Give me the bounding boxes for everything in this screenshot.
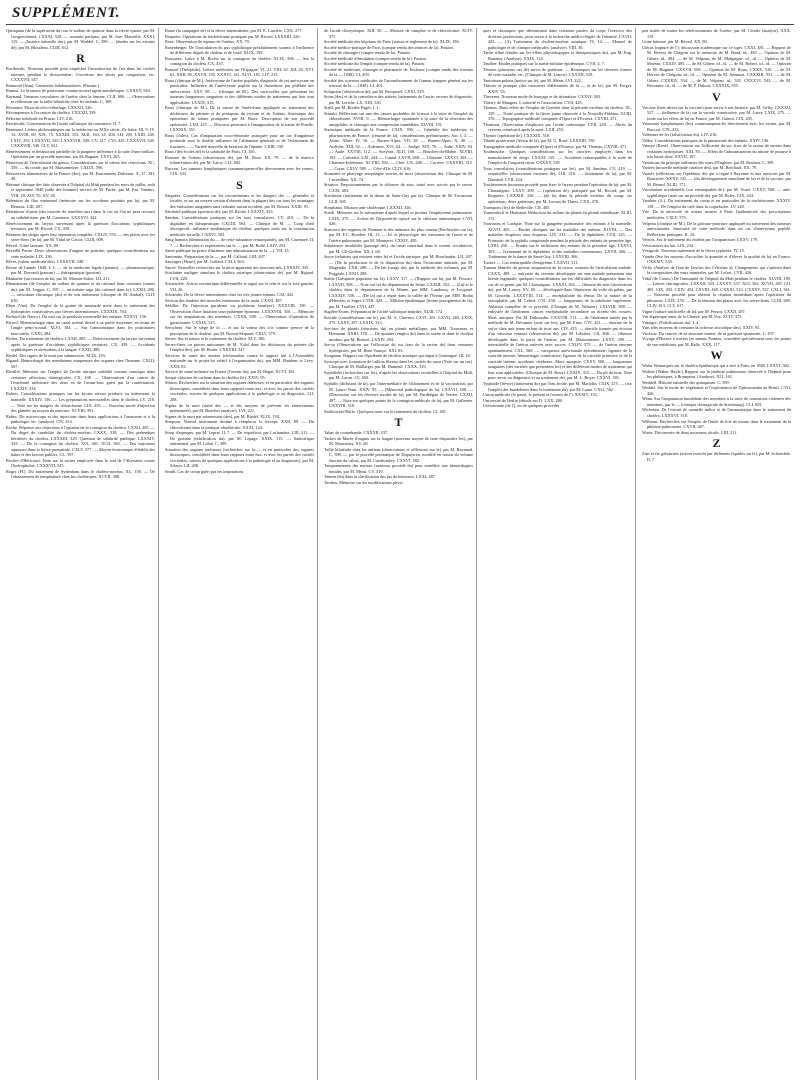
index-entry: Société médicale d'émulation (compte-rendu de la). Passim. [324, 55, 427, 61]
index-entry: Théorie et pratique (des caractères différentiels de la — et de la), par M. Forget. XXIV, 93. [483, 83, 632, 94]
index-entry: Zinc et fer galvanisés (action exercée par différents liquides sur le), par M. Schrenfele. II, 7. [642, 451, 791, 462]
index-entry: Stanski. Réflexions sur une des causes probables de la mort à la suite de l'emploi du chloroforme. XVIII, 0. — Hémorrhagie spontanée à la suite de la résection des amygdales, et chirurgie une compression immédiate. XLVIII, 191. [324, 110, 473, 127]
index-entry: Stomatite et pharynge œsophagite suivies de mort (observation de). Clinique de M. Cruveilhier. XX, 74. [324, 171, 473, 182]
index-entry: Vauthier (A.). Du traitement du croup et en particulier de la trachéotomie. XXXIV, 138. — De l'emploi du café dans la coqueluche. LV, 220. [642, 198, 791, 209]
index-column-4 [483, 28, 636, 1080]
index-entry: Vée. De la nécessité de mieux assurer à Paris l'authenticité des prescriptions médicales. CXLV, 575. [642, 209, 791, 220]
index-entry: Scarlatine maligne simulant le choléra asiatique (observation de), par M. Rigaud. LVII, 228. [165, 270, 314, 281]
index-entry: Situation des organes intérieurs (recherches sur la — et en particulier des organes thoraciques, considérés dans leurs rapports entre eux, et avec les parois des cavités viscérales, suivies de quelques applications à la pathologie et au diagnostic), par M. Sibson. LII, 208. [165, 446, 314, 469]
page-header-title: SUPPLÉMENT. [12, 5, 120, 21]
index-entry: Richet. Du traitement du choléra. LXXII, 285. — Rétrécissement du larynx survenant après la guérison d'accidents syphilitiques tertiaires. CX, 439. — Accidents syphilitiques et ulcérations à la langue. CXXII, 489. [6, 336, 155, 353]
index-entry: Sédillot. De l'injection purulente ou pyohémie (analyse). XXXVIII, 150. — Observation d'une luxation sous-pubienne épineuse. LXXXVIII, 350. — Mémoire sur les amputations des membres. CXXII, 500. — Observation d'opération de gastrotomie. CXXIX, 515. [165, 303, 314, 325]
index-entry: Sur-face de plomb (réactions du) en plomb métallique, par MM. Trousseau et Hermann. XXIII, 178. — De quinine (emploi du) dans la suette et dans le choléra morbus, par M. Buissot. LXXIV, 294. [324, 325, 473, 342]
index-entry: Solupsion (observation de), par M. Becquerel. CXXI, 519. [324, 88, 425, 94]
index-entry: Transports (les) de Belleville. CII, 405. [483, 204, 551, 210]
index-column-5 [642, 28, 794, 1080]
index-entry: Roux (clinique de M.). De la suture de l'anévrisme appliquée au traitement des déchirures du périnée et de prolapsus du rectum et de l'utérus. Statistique des opérations de suture pratiquées par M. Roux. Description de son procédé opératoire. LXII, 247. — Discours prononcé à l'inauguration de la statue de Pinelle. LXXXIX, 351. [165, 105, 314, 133]
index-entry: Sirédi. Mémoire sur le mécanisme d'après lequel se produit l'emphysème pulmonaire. LXIX, 275. — Action de l'hypostérile opiacé sur le chlorure antimonique. CVII, 426. [324, 210, 473, 227]
index-entry: Société des sciences médicales de l'arrondissement de Gannat (rapport général sur les travaux de la — 1848). CI, 401. [324, 77, 473, 89]
index-entry: Roche. Réponse aux objections à l'opinion de la contagion du choléra. CXXII, 485. — Du degré de curabilité du choléra-morbus. LXXX, 318. — Des prétendues héritières du choléra. LXXXIII, 329. Question de salubrité publique. LXXXIV, 333. — De la contagion du choléra. XCI, 361. XCII, 365. — Des injections aqueuses dans la fièvre puerpérale. CXLV, 577. — Moyen économique d'établir des bains et des lavoirs publics. CL, 597. [6, 424, 155, 458]
index-entry: Tétanos (plusieurs cas de) suivis de guérison. — Remarques sur les diverses formes de cette maladie, etc. (Clinique de M. Lenoir). CXXXII, 529. [483, 66, 632, 78]
index-entry: Roger (H.). Du traitement de Sydenham dans le choléra-morbus. XL, 158. — De l'abaissement de température chez les cholériques. XCVII, 388. [6, 468, 155, 480]
index-entry: Typhoïde (fièvre) (traitement du) par l'eau froide, par M. Marjolin. CXIX, 475. — (sur l'emploi des bandelettes dans le traitement du), par M. Larue. CXLI, 562. [483, 381, 632, 392]
index-column-3 [324, 28, 477, 1080]
index-entry: Vaisseaux lymphatiques (les) communiquent-ils directement avec les veines, par M. Rucceri. CIX, 433. [642, 121, 791, 132]
index-entry: Sang humain (diminution du — de cette substance remarquable), par M. Cazenave. II, 7. — Recherches et expériences sur le —, par M. Rollé. LXIV, 253. [165, 237, 314, 248]
index-entry: Tabac de contrebande. CXXXII, 537. [324, 430, 389, 436]
index-entry: Rigaud. Hémorrhagie des membranes muqueuses des organes chez l'homme. CXLII, 567. [6, 358, 155, 369]
index-entry: Vin digestique amer de la Charité, par M. Foy. XCIV, 375. [642, 314, 743, 320]
index-entry: Société médicale du Temple (compte-rendu de la). Passim. [324, 61, 425, 67]
index-entry: Réunion des doigts après leur séparation complète. CXLIV, 576. — des plaies avec les serre-fines (de la), par M. Vidal de Cassis. CLIII, 609. [6, 231, 155, 243]
index-entry: Trummdorff et Hermann. Réduction du sulfate de plomb en plomb métallique. XLIII, 172. [483, 210, 632, 221]
index-entry: Revue de l'année 1848. I, 1. — de la médecine légale (passim). — pharmaceutique, par M. Dorvault (passim) — thérapeutique (passim). [6, 264, 155, 276]
section-letter: R [76, 51, 85, 66]
index-entry: Swagman. Rapport sur l'épidémie de choléra asiatique qui règne à Groningue. III, 10. [324, 353, 471, 359]
index-entry: Tardieu. Mémoire sur les modifications physi- [324, 479, 404, 485]
index-entry: Vinaigre. (Falsifications du). I, 4. [642, 319, 700, 325]
index-entry: Serres-fines ou pinces unissantes de M. Vidal dans les déchirures du périnée (de l'emploi des), par M. Boulu. CXXVIII, 547. [165, 341, 314, 353]
index-entry: Serres. Sur la nature et le traitement du choléra. XLV, 180. [165, 336, 266, 342]
index-entry: Thomas. Bons effets de l'emploi de Gondret dans la période extrême du choléra. XL, 159. — Traité pratique de la fièvre jaune observée à la Nouvelle-Orléans. XCIII, 370. — Topographie médicale comparée d'Oport et d'Evreux. CXVIII, 471. [483, 105, 632, 122]
section-letter: W [710, 348, 723, 363]
index-entry: Trousseau et Lasègue. Note sur la gangrène pulmonaire des enfants à la mamelle. XCVII, 405. — Études cliniques sur les maladies des enfants. XLVIII, — Des maladies éruptives sans éruption. LIV, 213. — De la diphthérie. LVII, 225. — Pronostic de la syphilis congénitale pendant la période des enfants de première âge. LXIII, 250. — Études sur le rachitisme des enfants de la première âge. LXXVI, 303. — Traitement de la diphthérie et des maladies couenneuses. LXVII, 266. — Traitement de la danse de Saint-Guy. LXXVIII, 306. [483, 221, 632, 260]
index-entry: Société de médecine, chirurgie et pharmacie de Toulouse (compte rendu des travaux de la — 1848). CI, 403. [324, 66, 473, 78]
index-columns [6, 28, 794, 1080]
index-entry: Strophanti. Mixture anti-cholérique. LXXXII, 326. [324, 204, 412, 210]
index-entry: Renversement et destruction partielle de la paupière inférieure à la suite d'une brûlure. Opération par un procédé nouveau, par M. Baguier. LXVI, 263. [6, 148, 155, 160]
index-entry: Wenn. Sur l'amputation immédiate des membres à la suite de contusions violentes des membres, par le — (clinique chirurgicale de Strasbourg). CLI, 601. [642, 396, 791, 407]
index-entry: Sur-sa (Observations sur l'efficacité du sur frais de la racine de) dans certaines hydropisies, par M. René Vauoye. XXI, 83. [324, 342, 473, 353]
index-entry: Stratton. Empoisonnement par le chlorure de zinc, traité avec succès par le savon. CXXI, 483. [324, 182, 473, 193]
index-entry: Université de Berlin (détails sur l'). LXX, 280. [483, 397, 564, 403]
index-entry: Taches de Marée d'organs sur la langue (nouveau moyen de faire disparaître les), par M. Mauvinlay. XV, 60. [324, 435, 473, 447]
index-entry: Salubrité publique (question de), par M. Roche. LXXXIV, 333. [165, 209, 274, 215]
index-entry: Reveillé Parise. Deux observations d'angine de poitrine; quelques considérations sur cette maladie. LIX, 236. [6, 248, 155, 259]
index-entry: Tibiale postérieure (lésion de la), par M. G. Rozé. LXXXIII, 150. [483, 138, 596, 144]
index-entry: Société médico-pratique de Paris (compte rendu des séances de la). Passim. [324, 44, 454, 50]
index-entry: Schneider. De la fièvre intermittente chez les très jeunes enfants. CXI, 443. [165, 292, 295, 298]
index-entry: Section des tendons des muscles extenseurs de la main. CXXII, 487. [165, 297, 283, 303]
index-entry: Wurtz. Découverte de deux nouveaux alcalis. LIII, 211. [642, 429, 738, 435]
index-entry: ques et chimiques que déterminent dans certaines parties du corps l'exercice des diverses professions, pour servir à la recherche médico-légale de l'identité. CXVII, 435. — (A) Traitement du choléra-morbus asiatique. IV, 14. — Manuel de pathologie et de clinique médicales. (analyse). VIII, 30. [483, 28, 632, 50]
index-entry: Récompenses à l'occasion du choléra. CXXXII, 339. [6, 110, 97, 116]
index-entry: Vaccine (faits divers sur la vaccine) pour servir à son histoire, par M. Gelby. CXXXII, 527. — (influence de la) sur la variole consécutive, par M. Larey. LXIX, 275. — (note sur les effets de la) en France, par M. Garnot. CIX, 435. [642, 104, 791, 121]
index-entry: Sauvages (Henri), par M. Gaffard. CXLI, 563. [165, 259, 245, 265]
index-entry: Rome (la campagne de) et la fièvre intermittente, par M. E. Carrière. LXX, 277. [165, 28, 303, 33]
index-entry: Rêves (valeur médicale des). LXXXVII, 348. [6, 259, 85, 265]
header-rule [6, 24, 794, 25]
index-entry: Robin. Du microscope et des injections dans leurs applications à l'anatomie et à la pathologie. etc. (analyse). CIV, 414. [6, 413, 155, 425]
index-entry: Sucre (relations qui existent entre le) et l'acide tartrique, par M. Bouchardat. LII, 207. — (De la production et de la disparition du) dans l'économie animale, par M. Magendie. LXII, 288. — De lait (usage du), par la méthode des volumes, par M. Poggiale. LXXII, 288. [324, 254, 473, 276]
index-entry: Union médicale (le passé, le présent et l'avenir de l'). XXXIV, 133. [483, 392, 598, 398]
index-entry: Stahl, par M. Bordes Pagès. I, 1. [324, 105, 380, 111]
index-entry: Roquette. Opérations de trachéotomie pratiquée par M. Ricord. LXXXIII, 326. [165, 33, 301, 39]
index-entry: Rose. Observation de rupture de l'utérus. XX, 79. [165, 39, 250, 45]
index-entry: Smith. Cas de croup guéri par les inspirations [165, 468, 244, 474]
index-entry: Rétention du flux menstruel (mémoire sur les accidents produits par la), par M. Bernutz. LIII, 207. [6, 198, 155, 209]
index-entry: Rousure de l'utérus (observation de), par M. Rose. XX. 79. — de la matrice (observation de), par M. Laloy. CLI, 602. [165, 154, 314, 166]
index-entry: Vidal (de Cassis.) De l'immunité de l'hôpital du Midi pendant le choléra. XLVIII, 189. — Lettres chirurgicales. LXXXII, 325. LXXXV, 337. XCI, 362. XCVII, 385. CII, 405. CIX, 433. CXIV, 454. CXVIII, 469. CXXXI, 513. CXXXV, 537. CXLI, 561. — Nouveau procédé pour obtenir la réunion immédiate après l'opération du phimosis. LXIX, 276. — De la réunion des plaies avec les serres-fines. CLIII, 609. CLIV, 613. CLV, 617. [642, 275, 791, 309]
index-entry: Raynaud. Tumeurs vasculaires de l'urètre chez la femme. CLII, 606. — Observations et réflexions sur la taille bilatérale chez les enfants. C, 399. [6, 93, 155, 105]
index-entry: Ramon. Le bromure de potassium comme nouvel agent anesthésique. CXXXV, 540. [6, 88, 151, 94]
index-entry: Seeschein. Sur le siège de la — et sur la valeur des cris comme preuve de la perception de la douleur, par M. Brown-Séquard. CXLV, 579. [165, 325, 314, 336]
index-entry: Virchow. Du cancer; de sa structure intime; de sa guérison spontanée. L, 197. [642, 330, 775, 336]
index-entry: Variées (nouvelle méthode curative des), par M. Bréchard. XX, 79. [642, 165, 758, 171]
index-entry: Vésicatoires du lait. LIX, 234. [642, 242, 695, 248]
index-entry: Thymie (opération de), CXXXIX, 518. [483, 132, 551, 138]
index-entry: Williams. Recherches sur l'emploi de l'huile de foie de morue dans le traitement de la phthisie pulmonaire. CXVII, 467. [642, 418, 791, 430]
index-entry: Rétentions d'urine (des moyens de remédier aux) dans le cas où l'on ne peut recourir au cathétérisme, par M. Cazenave. LXXXVI, 342. [6, 209, 155, 220]
index-entry: Résumé clinique des faits observés à l'hôpital du Midi pendant les mois de juillet, août et septembre 1848 (salle des femmes) service de M. Puche, par M. Em. Vanderr. VIII, 29. XIV, 55. XV, 58. [6, 181, 155, 198]
index-entry: Sauvé. Nouvelles recherches sur la mort apparente des nouveau-nés. LXXXIV, 335. [165, 264, 310, 270]
index-entry: Vanoye (René). Observations sur l'efficacité du suc frais de la racine de sureau dans certaines hydropisies. XXI, 83. — Effets de l'administration du nitrate de potasse à très haute dose. XXVII, 107. [642, 143, 791, 160]
index-entry: Raciborski. Nouveau procédé pour empêcher l'introduction de l'air dans les cavités internes pendant la thoracentèse; l'ouverture des abcès par congestion, etc. CXXXVII, 547. [6, 66, 155, 83]
index-entry: Signes de la mort (traité des — et des moyens de prévenir les enterrements prématurés), par M. Bouchut (analyse). LVI, 221. [165, 402, 314, 414]
index-entry: Rivallié. Mémoire sur l'emploi de l'acide nitrique solidifié comme caustique dans certaines affections chirurgicales. CX, 438. — Observations d'un cancer de l'extrémité inférieure des deux os de l'avant-bras guéri par la cautérisation. LXXXIV, 334. [6, 369, 155, 391]
section-letter: Z [712, 436, 721, 451]
index-entry: Rosenberger. De l'inoculation du pus syphilitique préalablement soumis à l'influence de différents degrés de chaleur et de froid. XLIX, 195. [165, 44, 314, 56]
index-entry: Signes de la mort par submersion (des), par M. Riedel. XLIX, 193. [165, 413, 281, 419]
index-entry: Roux (Jules). Cas d'amputation coxo-fémorale pratiquée pour un cas d'anguleuse profonde sous le double influence de l'aliénation générale et de l'éclatement de fractures... — Variété nouvelle de luxation de l'épaule. CXIII, 150. [165, 132, 314, 149]
index-entry: Roux (clinique de M.). Anévrysme de l'artère poplitée; diagnostic de cet anévrysme en particulier. Influence de l'anévrysme poplité sur la thrombose par phlébite des anévrysmes. XXV, 98. — (clinique de M.). Des varicocèles que présentent les tumeurs fongueuses sanguines et des différents modes de traitement qui leur sont applicables. LXXIX, 315. [165, 77, 314, 105]
index-entry: Tentorium poluus (notice sur le), par M. Mérat, LVI, 222. [483, 77, 582, 83]
index-entry: Viande (Sur les moyens d'accroître la quantité et d'élever la qualité de la) en France. CXXXIV, 535. [642, 253, 791, 265]
index-entry: Thevenot. Nouveau mode de bouyage et de trituration. CXXVI, 503. [483, 94, 602, 100]
index-entry: Topographie médicale comparée d'Oport et d'Evreux, par M. Thomas. CXVIII, 471. [483, 143, 628, 149]
index-entry: Société médicale des hôpitaux de Paris (statuts et règlement de la). XLIX, 196. [324, 39, 460, 45]
index-entry: Rhubarbe (succession de la), par M. Marsan-Solon. LII, 211. [6, 275, 111, 281]
index-entry: Sirop d'asperges, par M. Leprat. II, 7. — De roquelicot, par Lachambre. LIII, 211. — De gomme (falsification du), par M. Lepage. XXIX, 115. — Sudorifique antimonial, par M. Labat. C, 399. [165, 430, 314, 447]
index-entry: Reichwald. Concentration de l'acide sulfurique du commerce. II, 7. [6, 121, 122, 127]
index-entry: Wahu. Remarques sur le choléra épidémique qui a sévi à Paris, en 1849. LXXVI, 302. [642, 363, 790, 369]
index-entry: Urine laiteuse, par M. Réveil. XX, 80. [642, 39, 708, 45]
index-entry: Strichnine (traitement de la danse de Saint-Guy par la). Clinique de M. Trousseau. CLII, 605. [324, 193, 473, 204]
index-entry: Simpson. Nouvel instrument destiné à remplacer le forceps. XXII, 89. — Du chloroforme dans la pratique obstétricale. XXXI, 124. [165, 419, 314, 430]
index-entry: Velpeau (clinique de M.). De la galvano-puncture appliquée au traitement des tumeurs anévrismales. Innocuité de cette méthode dans un cas d'anévrysme poplité. Réflexions pratiques. II, 34. [642, 220, 791, 237]
index-entry: Roussel (Théophile). Lettres médicales sur l'Espagne. VI, 21. VIII, 32. XII, 45. XVI, 61. XXII, 85. XXVII, 105. XXXVI, 141. XLVI, 181. LIV, 215. [165, 66, 314, 78]
index-entry: Variations du principe sulfureux des eaux d'Enghien, par M. Roulant. C, 399. [642, 159, 775, 165]
index-entry: Weddel. Sur le mode de végétation et l'exploitation de l'ipécacuanha au Brésil. CVII, 426. [642, 385, 791, 396]
index-entry: Synocpe avec formation de caillots fibreux dans les cavités du cœur (Note sur un cas). Clinique de M. Baillarger, par M. Dumenil. CXXX, 319. [324, 358, 473, 370]
index-entry: Toux convulsives (considérations pratiques sur les), par M. Sandras. CV, 419. — essentielles (observation curieuse de), LIII, 210. — (traitement de la), par M. Duménil. LVII, 224. [483, 165, 632, 182]
index-entry: Résection de l'articulation du genou. Considérations sur la valeur des résections. XC, 359. — du coude, par M. Maisonneuve. CXLIX, 596. [6, 159, 155, 171]
index-entry: Taille bilatérale chez les enfants (observations et réflexions sur la), par M. Raynaud. C, 399. — par le procédé prostatique de Dupuytren, modifié en raison du volume énorme du calcul, par M. Cazalvaubry. CXXVI, 502. [324, 446, 473, 463]
index-entry: Trachéotomie (nouveau procédé pour fixer le larynx pendant l'opération de la), par M. Chassaignac. LXXV, 299. — (opération de), pratiquée par M. Ricord; par M. Roquette. LXXXIII, 326. — (de la) dans la période extrême du croup, six opérations, deux guérisons, par M. Leroux de Thiers. CXX, 478. [483, 182, 632, 204]
index-entry: Sesqui-chlorure de carbone dans le choléra (le). XXIV, 95. [165, 374, 266, 380]
index-entry: Ricord. Blennorrhagie dans un canal urétral divisé à sa partie moyenne, en avant de l'angle péno-scrotal. XLVI, 184. — Sur l'ammoniaque dans les poitrinaires mercuriels. CXXI, 484. [6, 319, 155, 336]
section-letter: V [712, 89, 721, 104]
index-entry: Récamier. Elixir alcolico-fébrifuge. LXXXII, 326. [6, 104, 93, 110]
index-entry: Vallez. Considérations pratiques de la pneumonie des enfants. XXIV, 136. [642, 137, 770, 143]
index-entry: Valériane de fer (falsification du). LIV, 216. [642, 132, 718, 138]
index-entry: Rousseau. Lettre à M. Roche sur la contagion du choléra. XCIX, 396. — Sur la contagion du choléra. CX, 437. [165, 55, 314, 67]
index-entry: Variole (réflexions sur l'épidémie de) qui a régné à Bayonne et aux environs par M. Boursolet. XXXV, 145. — (du développement simultané de la) et de la vaccine, par M. Bérard. XLIII, 171. [642, 170, 791, 187]
index-entry: Vins (des moyens de constater la richesse alcoolique des). XXIV, 95. [642, 325, 761, 331]
index-entry: Réforme médicale en Prusse. LIV, 216. [6, 115, 74, 121]
index-entry: Schaeufele. Action excentrique différentielle et aiguë sur le rein et sur le foie gauche. VII, 26. [165, 281, 314, 292]
index-entry: Service de santé militaire en France (l'avenir du), par M. Bégin. XCVI, 381. [165, 369, 296, 375]
index-entry: Thierry de Maugras. L'autorité et l'association. CVII, 425. [483, 99, 583, 105]
index-entry: Utérus (rupture de l'); discussion académique sur ce sujet. CXXI, 481. — Rapport de M. Hervez de Chégoin sur le mémoire de M. Baud, id., 483 — Opinion de M. Gibert, id., 484. — de M. Velpeau, de M. Malgaigne. id., id. — Opinion de M. Moreau. CXXIV, 495. — de M. Gibert. id., id. — de M. Robert. id., id. — Opinion de M. Hugnier. CXXVII, 508. — Opinion de M. Roux, CXXX, 520. — de M. Hervez de Chégoin, id., id. — Opinion de M. Amussat. CXXXIII, 531. — de M. Gibert. CXXXIV, 534. — de M. Velpeau. id., 535. CXXXVI, 543. — de M. Récamier. id., id. — de M. P. Dubois. CXXXIX, 555. [642, 44, 791, 89]
index-entry: Suette (Laruption populaire sur la). LXXV, 317. — (Rapport sur la), par M. Foucart. LXXVII, 308. — Note sur la) du département de Seine. LXXIII, 352. — (La) et le choléra dans le département de la Marne, par MM. Landouzy et Lecginal. LXXXIV, 336. — (De la) qui a régné dans la vallée de l'Yonne, par MM. Bodin d'Hercher et Saget. CVIII, 429. — Miliaire épidémique (forme prurigineuse de la), par M. Tauffier. CVII, 427. [324, 276, 473, 309]
index-entry: Robert. Considérations pratiques sur les kystes séreux produits ou intéressant la mamelle. XXXIV, 136. — Les préparations mercurielles dans le choléra. LV, 218. — Note sur les dangers du chloroforme. LIX, 455. — Nouveau mode d'injection des glandes au moyen du mercure. XCVIII, 391. [6, 391, 155, 414]
index-entry: Tumeur blanche du genou; amputation de la cuisse, examen de l'articulation malade. CXXX, 489. — enkystée du cerveau développée sur une malade présentant une hernie inguinale; quelques considérations sur les difficultés du diagnostic dans les cas de ce genre, par M. Chassaignac. LXXXI, 164. — fibreuse du sein (observation de), par M. Larrey. XV, 60. — développée dans l'épaisseur du voile du palais, par M. Gosselin. LXXXVIII, 514. — encéphaloïde du fémur. De la nature de la sarcophalie, par M. Lebert. CVI, 430. — fongueuses de la mâchoire supérieure. Ablation complète de ce procédé. (Clinique de M. Nélaton). CXLVIII, 588. — enkystée de l'abdomen; cancer encéphaloïde secondaire au niveau des ovaires. Mort, autopsie. Par M. Dubourdin. CXXVIII, 511. — de l'abdomen traitée par la méthode de M. Récamier (note sur les), par M. Fano. CVI, 421. — énorme de la vulve chez une jeune enfant de trois ans. CIV, 415. — érectile formée par érosion d'un vaisseau veineux (observation de), par M. Lebrière. CII, 408. — fibreuse développée dans la paroi de l'utérus, par M. Maisonneuve. LXXV, 299. — interstitielle de l'utérus enlevée avec succès. CXLIV, 575. — de l'utérus énorme spontanément. CXL, 560. — variqueuse anévrismale épicrânienne; ligature de la carotide interne; hémorrhagie consécutive; ligature de la carotide primitive et de la carotide interne; accidents cérébraux. Mort, autopsie. CXXV, 500. — fongueuses sanguines (des variétés que présentent les) et des différents modes de traitement qui leur sont applicables. (Clinique de M. Roux). LXXIX, 315. — Du pli du bras. Note pour servir au diagnostic et au traitement de), par M. L. Boyer. CXXVI, 501. [483, 265, 632, 381]
index-entry: Tucker. — Cas remarquable d'empyème. LXXVII, 311. [483, 259, 579, 265]
index-entry: Ressources alimentaires de la France (des), par M. Fauconneau Dufresne. X, 37. XII, 49. [6, 170, 155, 182]
index-entry: Syphilis (diffusion de la), par l'intermédiaire de l'allaitement et de la vaccination, par M. Lauro-Viani. XXIV, 95. — (Mémorial pathologique de la). CXXVII, 508. — (Discussion sur les diverses modes de la), par M. Pardhégau de Verrier. CXXII, 487. — Note sur quelques points de la contagion médicale de la), par M. Gallemer. CXXVIII, 510. [324, 381, 473, 409]
index-entry: Roux (des écoles de) et la salubrité de Paris. CI, 401. [165, 149, 257, 155]
index-entry: Syphilides (recherches sur les), d'après les observations recueillies à l'hôpital du Midi, par M. Lacun. LV, 260. [324, 369, 473, 381]
index-entry: Raimond (Jean). Camaretes hebdomadaires. (Passim.) [6, 82, 99, 88]
section-letter: S [236, 177, 243, 192]
index-entry: Vésigrole. Nouveau traitement de la fièvre typhoïde. IV, 15. [642, 248, 746, 254]
index-entry: Weddell. Histoire naturelle des quinquinas. C, 399. [642, 379, 730, 385]
index-entry: de l'acide chlorydrique. XIII, 50. — Mixture de camphre et de chloroforme. XCIV, 375. [324, 28, 473, 39]
index-entry: Santonine. Préparation de la —, par M. Calloud. LIII, 207. [165, 253, 266, 259]
index-entry: Société de chirurgie (compte-rendu de la). Passim. [324, 50, 411, 56]
index-entry: Renouard. Lettres philosophiques sur la médecine au XIXe siècle, IIe lettre. III, 9. IV, 13. XVIII, 69. XIX, 75. XXXIII, 153. XLII, 163. LI, 204. LII, 205. LXIII, 249. LXIV, 253. LXXXVII, 345. LXXXVIII, 349. CV, 417. CVI, 425. CXXXVII, 545. CXXXVIII, 549. CLV, 621. [6, 126, 155, 149]
index-entry: Roches d'Héricourt. Note sur la racine employée dans le sud de l'Abyssinie contre l'hydrophobie. CXXXVII, 545. [6, 457, 155, 469]
section-letter: T [394, 415, 403, 430]
index-entry: Rhyn (Van). De l'emploi de la graine de moutarde noire dans le traitement des hydropisies consécutives aux fièvres intermittentes. CXXXIX, 554. [6, 303, 155, 314]
index-column-1 [6, 28, 159, 1080]
index-column-2 [165, 28, 318, 1080]
index-entry: Thomson. Observation d'asphyxie par l'acide carbonique. LVII, 228. — Abcès du cerveau consécutif après la mort. LXII, 253. [483, 121, 632, 133]
index-entry: Sandras. Considérations pratiques sur les toux convulsives. CV, 419. — De la digitaline en thérapeutique. CXLIII, 563. — Clinique de M. — Coup d'œil rétrospectif; influence épidémique du choléra; quelques mots sur la constitution médicale actuelle. CXXVI, 502. [165, 214, 314, 237]
index-entry: Suicide (considérations sur le), par M. A. Chereau. LXVI, 261. LXVII, 265. LXIX, 275. LXXV, 297. LXXIX, 313. [324, 314, 473, 326]
index-entry: Sibson. Recherches sur la situation des organes intérieurs, et en particulier des organes thoraciques, considérés dans leurs rapports entre eux, et avec les parois des cavités viscérales, suivies de quelques applications à la pathologie et au diagnostic. LII, 208. [165, 380, 314, 402]
index-entry: Rétrécissement du larynx survenant après la guérison d'accidents syphilitiques tertiaires, par M. Ricord. CX, 439. [6, 220, 155, 232]
index-entry: Verrois. Sur le traitement du choléra par l'acupuncture. LXXV, 179. [642, 237, 759, 243]
index-entry: Wiclemin. De l'extrait de cannelle indica et de l'ammoniaque dans le traitement du choléra. LXXXVI, 318. [642, 407, 791, 418]
index-entry: Walshe (Walter Hayle.) Rapport sur la phthisie pulmonaire observée à l'hôpital pour les phthisiques, à Brompton. (Analyse). XLI, 161. [642, 368, 791, 380]
index-entry: Rucceri. Les tumeurs lymphatiques communiquent-elles directement avec les veines. CIX, 433. [165, 165, 314, 177]
index-entry: Sugden-Evans. Préparation de l'acide sulfurique anhydre. XLIII, 172. [324, 309, 444, 315]
index-entry: Soins (des) et de la convulsion des artères; battements de l'aorte; erreurs de diagnostic, par M. Leriche. LX. XIII, 330. [324, 94, 473, 105]
index-entry: Richard (de Nancy). Du mot sur la paralysie essentielle des enfants. XXXVI, 156. [6, 314, 148, 320]
index-entry: Riedel. Des signes de la mort par submersion. XLIX, 193. [6, 352, 106, 358]
index-entry: Statistique médicale de la France. CXIX, 396. — Générale des médecins et pharmaciens de France. (résumé de la); considérations préliminaires; Ain. I, 3. — Aisne, Allier. IV, 16. — Basses-Alpes. VII, 28. — Hautes-Alpes. X, 40. — Ardèche. XIII, 52. — Ardennes. XVI, 64. — Ariège. XIX, 76. — Aube. XXIV, 94. — Aude. XXVIII, 112. — Aveyron. XLII, 168. — Bouches-du-Rhône. XLVIII, 192. — Calvados. LXI, 244. — Cantal. LXVII, 268. — Charente. LXXVI, 304. — Charente-Inférieure. XCVIII, 392. — Cher. CX, 440. — Corrèze. CXXVIII, 512. — Corse. CXLV, 580. — Côte-d'Or. CLIV, 616. [324, 127, 473, 171]
index-entry: Saignées. Considérations sur les inconvénients et les dangers des — générales et locales, et sur un moyen certain d'obtenir dans la plupart des cas tous les avantages des émissions sanguines sans redouter aucun accident, par M. Brisset. XXIII, 91. [165, 192, 314, 209]
index-entry: Vaccination accidentelle (cas remarquable de), par M. Yvaré. CXXV, 500. — anti-syphilitique (note sur un procédé de), par M. Boley. CIX, 434. [642, 187, 791, 198]
index-entry: Tartre stibié (études sur les effets physiologiques et thérapeutiques du), par M. Eug. Bonamy. (Analyse). XXIX, 114. [483, 50, 632, 61]
index-entry: Vigne (culture artificielle de la), par M. Persoz. LXXII, 287. [642, 308, 746, 314]
index-entry: Vichy (Analyse de l'eau de l'enclos des Célestins à). Changements qui s'opèrent dans la composition des eaux minérales, par M. Lefort. CVII, 426. [642, 264, 791, 276]
index-entry: Quinquina (de la supériorité du) sur le sulfate de quinine dans la fièvre quarte, par M. Gosgerichmed, CXXXI, 528. — romarin parfums, par M. Sue, Marseille, XXXI, 115. — (histoire naturelle des), par M. Weddel, C, 399. — (études sur les extraits de), par M. Bloudeau, CLIII, 612. [6, 28, 155, 50]
index-entry: Rhumatisme (de l'emploi du sulfate de quinine et du calomel dans certaines formes du), par M. Legger, C, 397. — articulaire aigu (du calomel dans le). LXXII, 290. — articulaire chronique (du) et de son traitement (clinique de M. Andral). CLII, 610. [6, 281, 155, 303]
index-entry: Tannin (du) dans la clarification des jus de betterave. LXXI, 287. [324, 474, 436, 480]
index-entry: Tauffier. Etudes pratiques sur la suette miliaire épidémique. CVII, 4, 7. [483, 61, 605, 67]
index-entry: Tamponnement des narines (nouveau procédé du) pour remédier aux hémorrhagies nasales, par M. Mérat. CV, 419. [324, 463, 473, 474]
index-entry: Urétrotomie (de l'), ou de quelques procédés [483, 403, 560, 409]
index-entry: Szalkowski-Rulfo. Quelques mots sur le traitement du choléra. CI, 401. [324, 408, 448, 414]
index-entry: peu usités de traiter les rétrécissements de l'urètre, par M. Civiale (analyse). XXX, 119. [642, 28, 791, 39]
index-entry: Structure des organes de l'homme et des animaux les plus connus (Recherches sur la), par M. F.C. Bourlier. III, 11. — Id. et physiologie des vaisseaux de l'aorte et de l'artère pulmonaire, par M. Monneret. CXXIV, 495. [324, 226, 473, 243]
index-entry: Voyage d'Horace à travers les marais Pontins, considéré spécialement sous les points de vue médicaux, par M. Bally. XXX, 117. [642, 336, 791, 347]
index-entry: Réveil. Urine laiteuse. XX, 80. [6, 242, 60, 248]
index-entry: Services de santé des armées (réclamation contre le rapport fait à l'Assemblée nationale sur le projet-loi relatif à l'organisation du), par MM. Baudens et Lévy. XXII, 83. [165, 352, 314, 369]
index-entry: Santé publique (urgence d'instituer une administration de la —). VII, 25. [165, 248, 290, 254]
index-entry: Toulmouche. Quelques considérations sur les ouvriers employés dans les manufactures de drogs. LXXXI, 321. — Accidents remarquables à la suite de l'emploi de l'onguent citrin. CXXXV, 539. [483, 149, 632, 166]
index-entry: Substances insolubles (passage des), du canal intestinal dans le torrent circulatoire, par M. CE-Gerlien. XX, I, 66. [324, 243, 473, 254]
